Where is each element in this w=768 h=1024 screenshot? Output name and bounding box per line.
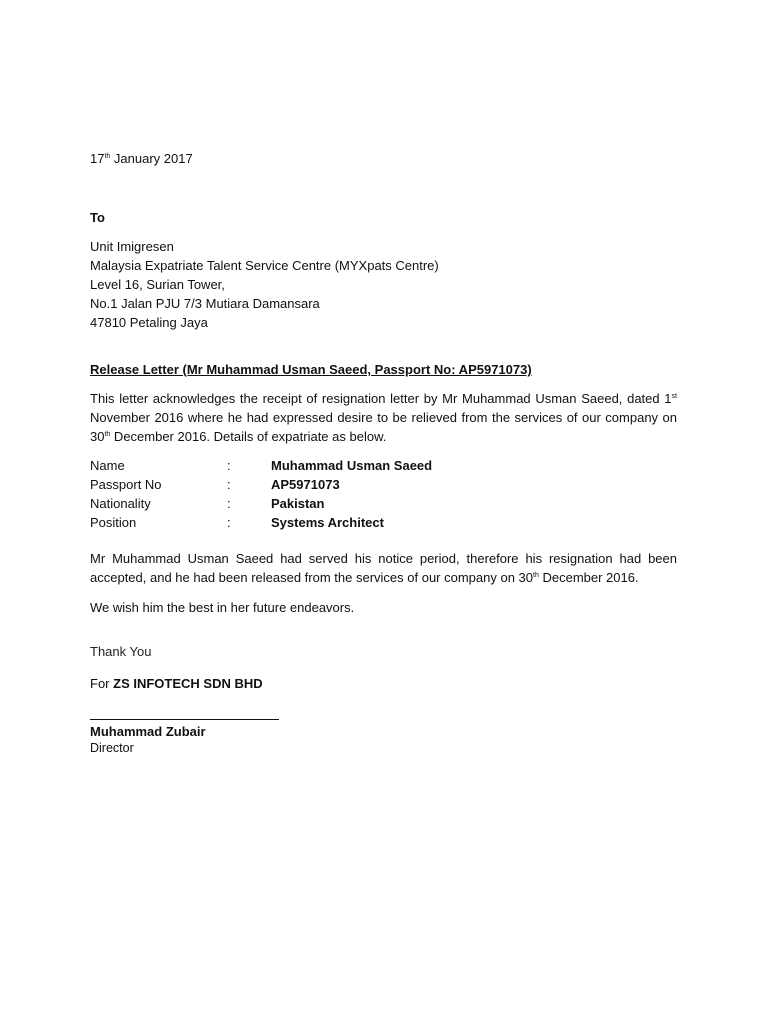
para1-sup-1: st (671, 393, 677, 400)
body-paragraph-2 (90, 549, 677, 587)
detail-separator: : (227, 496, 231, 511)
detail-row-position (90, 513, 690, 532)
signature-line (90, 719, 279, 720)
para1-text-3: December 2016. Details of expatriate as below. (110, 429, 387, 444)
company-name: ZS INFOTECH SDN BHD (113, 676, 263, 691)
detail-value: Pakistan (271, 496, 325, 511)
for-company-line (90, 674, 263, 693)
detail-value: Muhammad Usman Saeed (271, 458, 433, 473)
detail-value: Systems Architect (271, 515, 384, 530)
para1-text-2: November 2016 where he had expressed desire to be relieved from the services of our company on 30 (90, 410, 677, 444)
recipient-line-3: Level 16, Surian Tower, (90, 277, 225, 292)
letter-date (90, 149, 193, 168)
para1-sup-2: th (104, 431, 111, 438)
signatory-title: Director (90, 741, 134, 755)
date-month-year: January 2017 (110, 151, 193, 166)
to-label: To (90, 210, 105, 225)
detail-label: Nationality (90, 496, 151, 511)
detail-label: Passport No (90, 477, 162, 492)
detail-row-nationality (90, 494, 690, 513)
detail-separator: : (227, 515, 231, 530)
recipient-line-2: Malaysia Expatriate Talent Service Centre (MYXpats Centre) (90, 258, 439, 273)
para2-text-2: December 2016. (538, 570, 639, 585)
recipient-line-5: 47810 Petaling Jaya (90, 315, 208, 330)
date-day-suffix: th (104, 153, 111, 160)
date-day: 17 (90, 151, 105, 166)
thanks-line: Thank You (90, 644, 152, 659)
para2-sup-1: th (533, 572, 539, 579)
letter-subject: Release Letter (Mr Muhammad Usman Saeed, Passport No: AP5971073) (90, 362, 532, 377)
para2-text-1: Mr Muhammad Usman Saeed had served his notice period, therefore his resignation had been accepted, and he had been released from the services of our company on 30 (90, 551, 677, 585)
recipient-line-4: No.1 Jalan PJU 7/3 Mutiara Damansara (90, 296, 320, 311)
detail-separator: : (227, 458, 231, 473)
body-paragraph-1 (90, 389, 677, 446)
detail-label: Name (90, 458, 125, 473)
closing-wish: We wish him the best in her future endeavors. (90, 600, 355, 615)
detail-row-passport (90, 475, 690, 494)
detail-row-name (90, 456, 690, 475)
para1-text-1: This letter acknowledges the receipt of resignation letter by Mr Muhammad Usman Saeed, dated 1 (90, 391, 672, 406)
detail-value: AP5971073 (271, 477, 340, 492)
signatory-name: Muhammad Zubair (90, 724, 206, 739)
for-prefix: For (90, 676, 114, 691)
detail-label: Position (90, 515, 137, 530)
recipient-line-1: Unit Imigresen (90, 239, 174, 254)
detail-separator: : (227, 477, 231, 492)
